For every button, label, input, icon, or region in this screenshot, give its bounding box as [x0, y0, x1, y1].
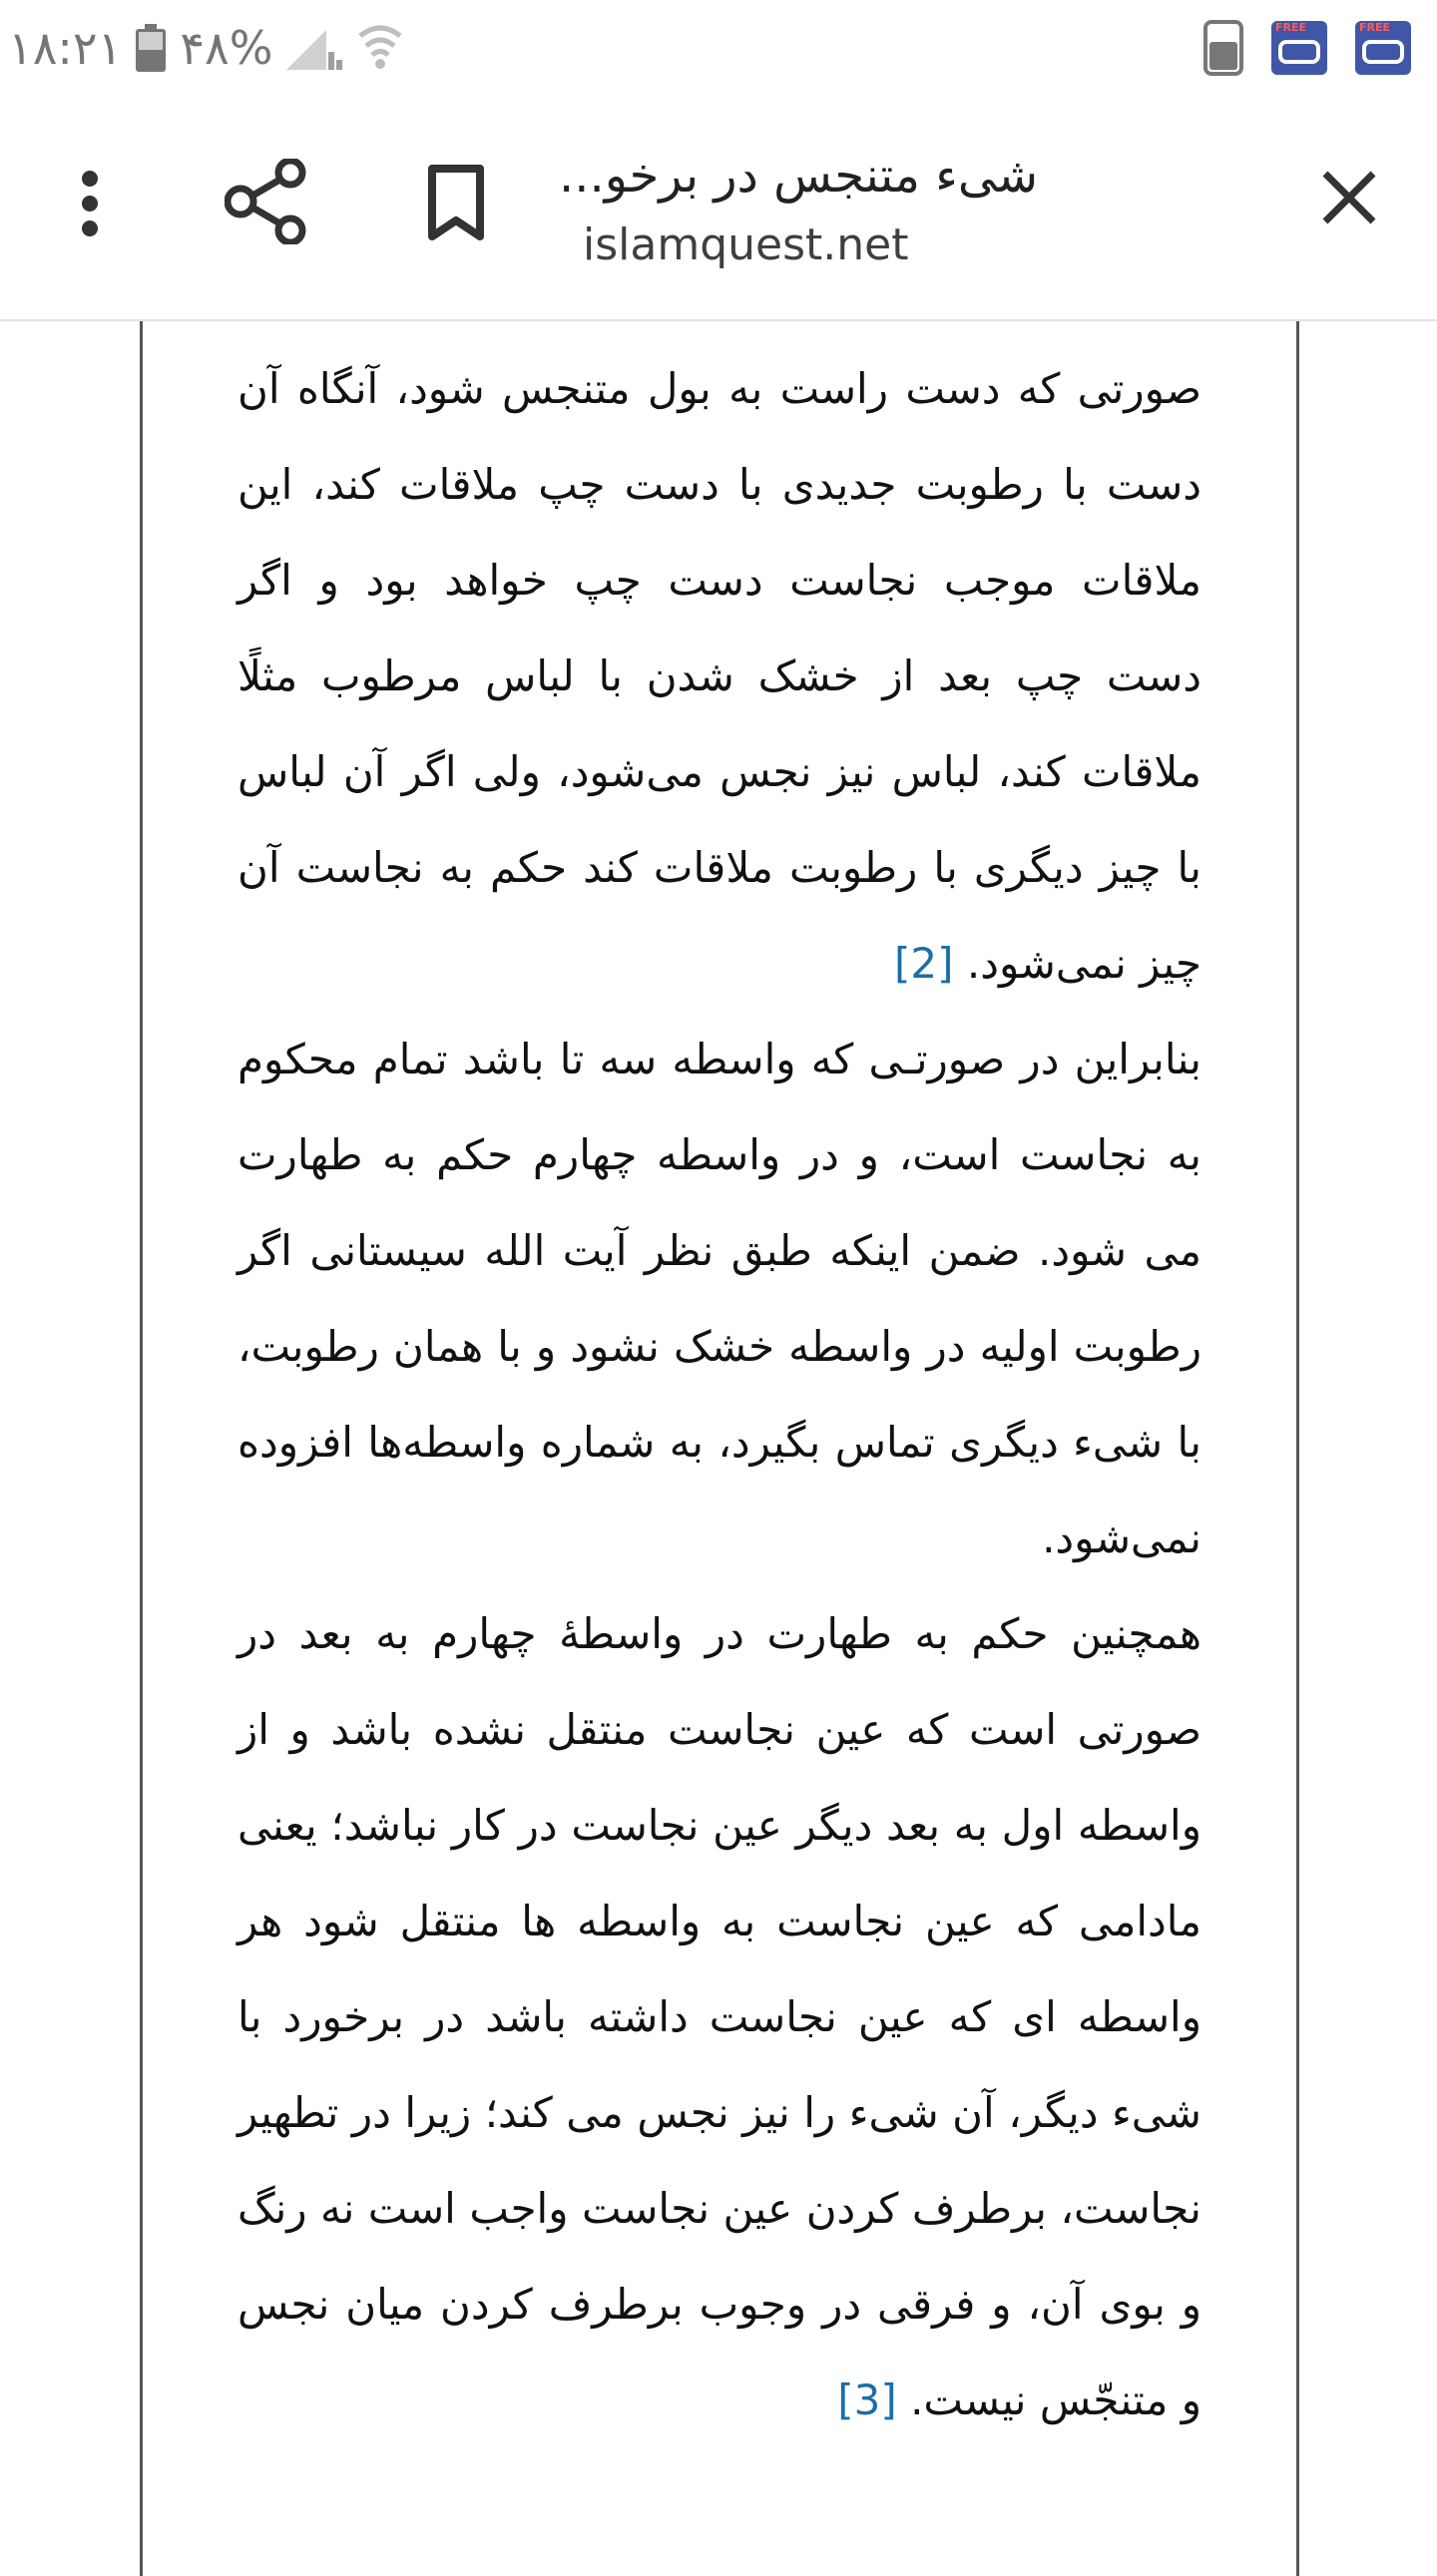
more-options-button[interactable] — [60, 156, 120, 255]
browser-toolbar — [0, 96, 1437, 321]
article-body — [238, 341, 1201, 2448]
article-paragraph — [238, 1012, 1201, 1586]
page-url: islamquest.net — [583, 219, 909, 270]
clock: ۱۸:۲۱ — [8, 21, 123, 75]
footnote-link[interactable]: [2] — [894, 939, 954, 988]
app-notification-icon: FREE — [1271, 21, 1327, 75]
sim-icon — [1203, 20, 1243, 76]
signal-icon — [286, 26, 342, 70]
more-vert-icon — [78, 169, 102, 242]
paragraph-text: صورتی که دست راست به بول متنجس شود، آنگاه آن دست با رطوبت جدیدی با دست چپ ملاقات کند، این ملاقات موجب نجاست دست چپ خواهد بود و اگر دست چپ بعد از خشک شدن با لباس مرطوب مثلًا ملاقات کند، لباس نیز نجس می‌شود، ولی اگر آن لباس با چیز دیگری با رطوبت ملاقات کند حکم به نجاست آن چیز نمی‌شود. — [238, 364, 1201, 988]
app-notification-icon: FREE — [1355, 21, 1411, 75]
wifi-icon — [356, 22, 404, 74]
close-button[interactable] — [1299, 150, 1399, 249]
status-bar — [0, 0, 1437, 96]
page-title: شیء متنجس در برخو... — [559, 148, 1039, 204]
share-button[interactable] — [216, 152, 315, 255]
article-paragraph — [238, 341, 1201, 1012]
paragraph-text: بنابراین در صورتـی که واسطه سه تا باشد تمام محکوم به نجاست است، و در واسطه چهارم حکم به طهارت می شود. ضمن اینکه طبق نظر آیت الله سیستانی اگر رطوبت اولیه در واسطه خشک نشود و با همان رطوبت، با شیء دیگری تماس بگیرد، به شماره واسطه‌ها افزوده نمی‌شود. — [238, 1035, 1201, 1562]
bookmark-icon — [426, 165, 486, 246]
article-paragraph — [238, 1586, 1201, 2448]
status-left — [8, 18, 404, 78]
footnote-link[interactable]: [3] — [837, 2375, 897, 2424]
battery-icon — [136, 24, 166, 72]
bookmark-button[interactable] — [411, 156, 501, 255]
battery-percent: ۴۸% — [180, 21, 273, 75]
share-icon — [225, 159, 306, 248]
close-icon — [1319, 168, 1379, 231]
status-right — [1203, 18, 1411, 78]
paragraph-text: همچنین حکم به طهارت در واسطۀ چهارم به بعد در صورتی است که عین نجاست منتقل نشده باشد و از واسطه اول به بعد دیگر عین نجاست در کار نباشد؛ یعنی مادامی که عین نجاست به واسطه ها منتقل شود هر واسطه ای که عین نجاست داشته باشد در برخورد با شیء دیگر، آن شیء را نیز نجس می کند؛ زیرا در تطهیر نجاست، برطرف کردن عین نجاست واجب است نه رنگ و بوی آن، و فرقی در وجوب برطرف کردن میان نجس و متنجّس نیست. — [238, 1609, 1201, 2424]
